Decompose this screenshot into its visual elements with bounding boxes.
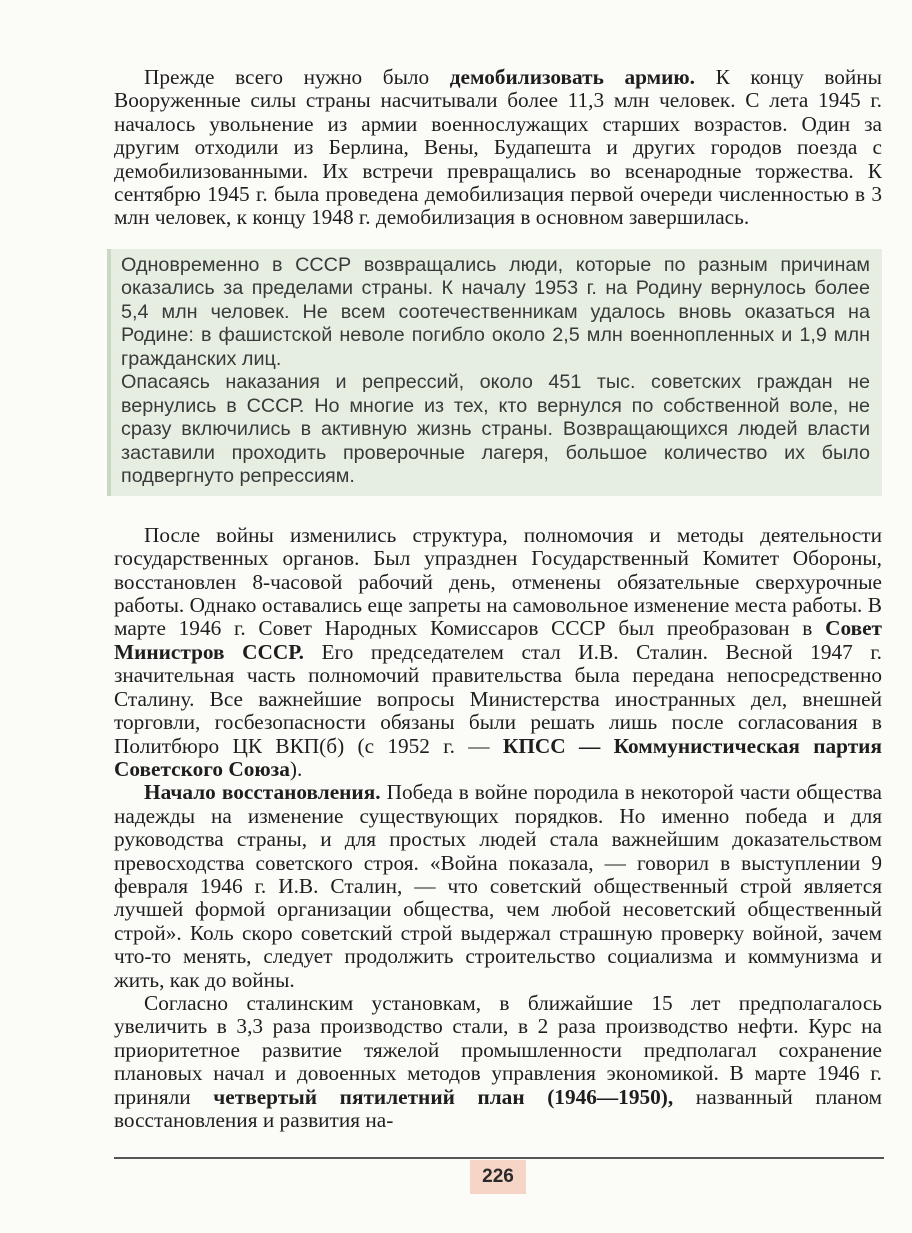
bold-term: четвертый пятилетний план (1946—1950), <box>213 1084 674 1109</box>
callout-paragraph-2: Опасаясь наказания и репрессий, около 451 тыс. советских граждан не вернулись в СССР. Но многие из тех, кто вернулся по собственной воле, не сразу включились в активную жизнь страны. Возвращающихся людей власти заставили проходить проверочные лагеря, большое количество их было подвергнуто репрессиям. <box>121 371 870 488</box>
text-run: К концу войны Вооруженные силы страны насчитывали более 11,3 млн человек. С лета 1945 г. началось увольнение из армии военнослужащих старших возрастов. Один за другим отходили из Берлина, Вены, Будапешта и других городов поезда с демобилизованными. Их встречи превращались во всенародные торжества. К сентябрю 1945 г. была проведена демобилизация первой очереди численностью в 3 млн человек, к концу 1948 г. демобилизация в основном завершилась. <box>114 65 882 230</box>
callout-box <box>107 249 882 496</box>
bold-term: КПСС — Коммунистическая партия Советского Союза <box>114 733 882 781</box>
text-run: Прежде всего нужно было <box>144 65 450 89</box>
text-run: После войны изменились структура, полномочия и методы деятельности государственных органов. Был упразднен Государственный Комитет Обороны, восстановлен 8-часовой рабочий день, отменены обязательные сверхурочные работы. Однако оставались еще запреты на самовольное изменение места работы. В марте 1946 г. Совет Народных Комиссаров СССР был преобразован в <box>114 522 882 641</box>
footer-divider <box>114 1157 884 1159</box>
paragraph-government <box>114 524 882 781</box>
page-number: 226 <box>470 1160 526 1194</box>
bold-term: Совет Министров СССР. <box>114 616 882 664</box>
page-body <box>114 66 882 1132</box>
paragraph-five-year-plan <box>114 992 882 1132</box>
bold-term: демобилизовать армию. <box>449 65 695 89</box>
callout-paragraph-1: Одновременно в СССР возвращались люди, которые по разным причинам оказались за пределами страны. К началу 1953 г. на Родину вернулось более 5,4 млн человек. Не всем соотечественникам удалось вновь оказаться на Родине: в фашистской неволе погибло около 2,5 млн военнопленных и 1,9 млн гражданских лиц. <box>121 253 870 370</box>
text-run: ). <box>289 756 303 781</box>
text-run: названный планом восстановления и развития на- <box>114 1084 882 1132</box>
text-run: Победа в войне породила в некоторой части общества надежды на изменение существующих порядков. Но именно победа и для руководства страны, и для простых людей стала важнейшим доказательством превосходства советского строя. «Война показала, — говорил в выступлении 9 февраля 1946 г. И.В. Сталин, — что советский общественный строй является лучшей формой организации общества, чем любой несоветский общественный строй». Коль скоро советский строй выдержал страшную проверку войной, зачем что-то менять, следует продолжить строительство социализма и коммунизма и жить, как до войны. <box>114 780 883 992</box>
paragraph-recovery <box>114 781 882 992</box>
section-heading: Начало восстановления. <box>144 780 381 805</box>
paragraph-demobilization <box>114 66 882 230</box>
text-run: Согласно сталинским установкам, в ближайшие 15 лет предполагалось увеличить в 3,3 раза производство стали, в 2 раза производство нефти. Курс на приоритетное развитие тяжелой промышленности предполагал сохранение плановых начал и довоенных методов управления экономикой. В марте 1946 г. приняли <box>114 990 882 1109</box>
text-run: Его председателем стал И.В. Сталин. Весной 1947 г. значительная часть полномочий правительства была передана непосредственно Сталину. Все важнейшие вопросы Министерства иностранных дел, внешней торговли, госбезопасности обязаны были решать лишь после согласования в Политбюро ЦК ВКП(б) (с 1952 г. — <box>114 639 882 758</box>
